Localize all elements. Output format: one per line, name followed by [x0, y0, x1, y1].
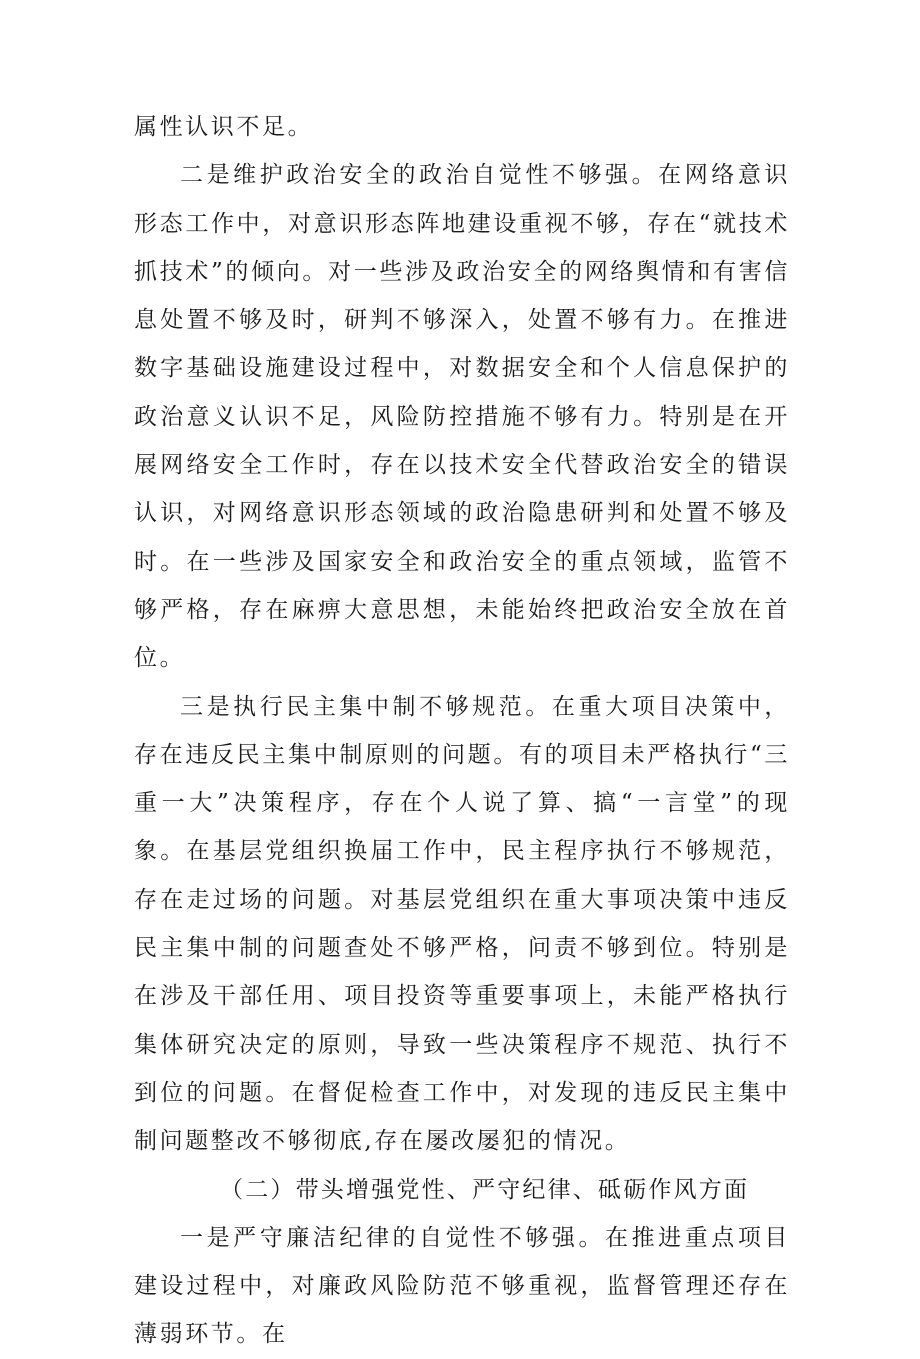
- section-heading: （二）带头增强党性、严守纪律、砥砺作风方面: [220, 1176, 750, 1203]
- document-body: [134, 103, 790, 1359]
- paragraph-integrity-discipline: 一是严守廉洁纪律的自觉性不够强。在推进重点项目建设过程中，对廉政风险防范不够重视，监督管理还存在薄弱环节。在: [134, 1224, 790, 1348]
- paragraph-democratic-centralism: 三是执行民主集中制不够规范。在重大项目决策中，存在违反民主集中制原则的问题。有的项目未严格执行“三重一大”决策程序，存在个人说了算、搞“一言堂”的现象。在基层党组织换届工作中，民主程序执行不够规范，存在走过场的问题。对基层党组织在重大事项决策中违反民主集中制的问题查处不够严格，问责不够到位。特别是在涉及干部任用、项目投资等重要事项上，未能严格执行集体研究决定的原则，导致一些决策程序不规范、执行不到位的问题。在督促检查工作中，对发现的违反民主集中制问题整改不够彻底,存在屡改屡犯的情况。: [134, 693, 790, 1155]
- paragraph-continuation: 属性认识不足。: [134, 114, 314, 140]
- paragraph-political-security: 二是维护政治安全的政治自觉性不够强。在网络意识形态工作中，对意识形态阵地建设重视不够，存在“就技术抓技术”的倾向。对一些涉及政治安全的网络舆情和有害信息处置不够及时，研判不够深入，处置不够有力。在推进数字基础设施建设过程中，对数据安全和个人信息保护的政治意义认识不足，风险防控措施不够有力。特别是在开展网络安全工作时，存在以技术安全代替政治安全的错误认识，对网络意识形态领域的政治隐患研判和处置不够及时。在一些涉及国家安全和政治安全的重点领域，监管不够严格，存在麻痹大意思想，未能始终把政治安全放在首位。: [134, 162, 790, 672]
